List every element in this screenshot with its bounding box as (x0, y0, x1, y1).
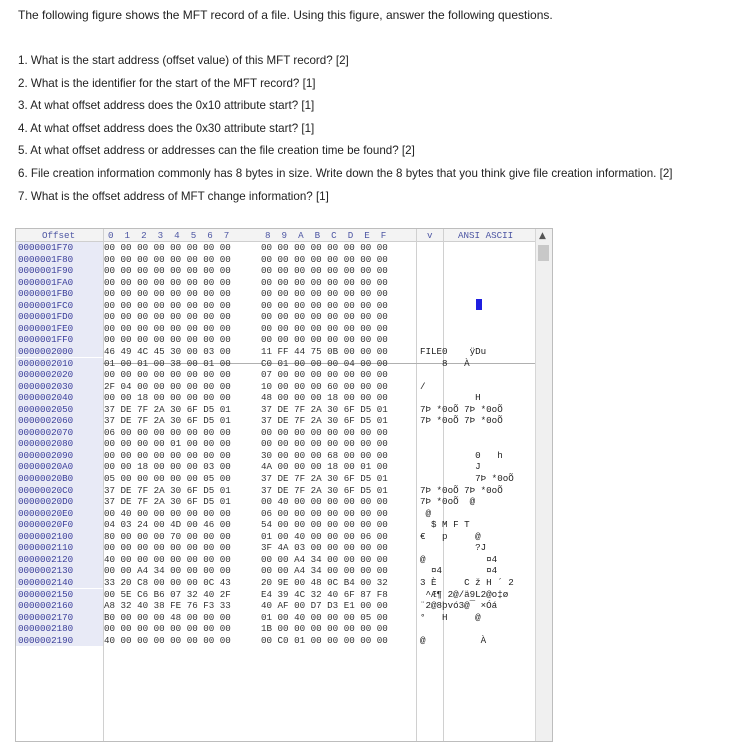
row-bytes: 1B 00 00 00 00 00 00 00 (261, 623, 388, 635)
row-bytes: 4A 00 00 00 18 00 01 00 (261, 461, 388, 473)
hex-row (16, 381, 536, 393)
question-item: 3. At what offset address does the 0x10 attribute start? [1] (18, 99, 315, 113)
row-offset: 0000002130 (16, 565, 103, 577)
row-bytes: 46 49 4C 45 30 00 03 00 (104, 345, 231, 357)
row-bytes: 54 00 00 00 00 00 00 00 (261, 519, 388, 531)
hex-row (16, 358, 536, 370)
scroll-thumb[interactable] (538, 245, 549, 261)
row-bytes: C0 01 00 00 00 04 00 00 (261, 357, 388, 369)
vertical-scrollbar[interactable] (535, 229, 552, 741)
question-item: 1. What is the start address (offset value) of this MFT record? [2] (18, 54, 349, 67)
question-list (18, 53, 673, 211)
row-offset: 0000001F90 (16, 265, 103, 277)
row-offset: 00000020B0 (16, 473, 103, 485)
row-bytes: 37 DE 7F 2A 30 6F D5 01 (104, 403, 231, 415)
row-offset: 0000002140 (16, 577, 103, 589)
row-bytes: 00 00 00 00 00 00 00 00 (261, 438, 388, 450)
row-bytes: 2F 04 00 00 00 00 00 00 (104, 380, 231, 392)
hex-row (16, 589, 536, 601)
row-bytes: 40 AF 00 D7 D3 E1 00 00 (261, 600, 388, 612)
row-bytes: 00 00 00 00 00 00 00 00 (261, 288, 388, 300)
hex-row (16, 311, 536, 323)
row-ascii: ^Æ¶ 2@/ä9L2@o‡ø (420, 588, 509, 600)
row-bytes: 05 00 00 00 00 00 05 00 (104, 473, 231, 484)
hex-row (16, 369, 536, 381)
row-bytes: 00 00 18 00 00 00 03 00 (104, 461, 231, 473)
row-bytes: 01 00 40 00 00 00 05 00 (261, 611, 388, 623)
row-bytes: 37 DE 7F 2A 30 6F D5 01 (261, 473, 388, 484)
hex-row (16, 635, 536, 647)
row-offset: 0000002020 (16, 369, 103, 381)
row-bytes: 00 00 00 00 00 00 00 00 (104, 299, 231, 311)
row-bytes: 37 DE 7F 2A 30 6F D5 01 (104, 484, 231, 496)
row-bytes: A8 32 40 38 FE 76 F3 33 (104, 600, 231, 612)
row-ascii: J (420, 461, 481, 473)
row-bytes: 40 00 00 00 00 00 00 00 (104, 553, 231, 565)
row-bytes: 07 00 00 00 00 00 00 00 (261, 369, 388, 381)
row-bytes: 00 00 00 00 00 00 00 00 (104, 288, 231, 300)
row-bytes: 00 00 00 00 00 00 00 00 (104, 449, 231, 461)
row-offset: 00000020F0 (16, 519, 103, 531)
hex-row (16, 531, 536, 543)
hex-row (16, 554, 536, 566)
row-offset: 00000020C0 (16, 485, 103, 497)
row-bytes: B0 00 00 00 48 00 00 00 (104, 611, 231, 623)
hex-row (16, 450, 536, 462)
scroll-up-icon[interactable]: ▲ (539, 231, 546, 241)
hex-row (16, 415, 536, 427)
hex-row (16, 323, 536, 335)
row-ascii: ?J (420, 542, 487, 554)
row-bytes: 00 00 00 00 00 00 00 00 (104, 276, 231, 288)
row-bytes: 10 00 00 00 60 00 00 00 (261, 380, 388, 392)
row-bytes: 48 00 00 00 18 00 00 00 (261, 392, 388, 404)
row-ascii: 7Þ *0oÕ 7Þ *0oÕ (420, 415, 503, 427)
hex-row (16, 242, 536, 254)
row-bytes: 37 DE 7F 2A 30 6F D5 01 (104, 415, 231, 427)
hex-row (16, 623, 536, 635)
row-bytes: 00 00 A4 34 00 00 00 00 (104, 565, 231, 577)
row-offset: 00000020A0 (16, 461, 103, 473)
column-header-low: 0 1 2 3 4 5 6 7 (108, 230, 230, 241)
row-bytes: 00 00 00 00 00 00 00 00 (104, 369, 231, 381)
hex-row (16, 565, 536, 577)
hex-row (16, 577, 536, 589)
row-bytes: 00 00 A4 34 00 00 00 00 (261, 565, 388, 577)
row-bytes: 37 DE 7F 2A 30 6F D5 01 (261, 484, 388, 496)
question-item: 2. What is the identifier for the start of the MFT record? [1] (18, 76, 316, 90)
row-offset: 0000001FB0 (16, 288, 103, 300)
row-bytes: 00 00 00 00 00 00 00 00 (261, 426, 388, 438)
row-ascii: 3 È C ž H ´ 2 (420, 576, 514, 588)
row-bytes: 00 00 00 00 00 00 00 00 (104, 242, 231, 253)
row-offset: 0000002160 (16, 600, 103, 612)
row-bytes: E4 39 4C 32 40 6F 87 F8 (261, 588, 388, 600)
row-offset: 0000001FA0 (16, 277, 103, 289)
row-ascii: 7Þ *0oÕ (420, 473, 514, 484)
row-ascii: H (420, 392, 481, 404)
row-bytes: 00 00 00 00 00 00 00 00 (104, 322, 231, 334)
row-bytes: 01 00 40 00 00 00 06 00 (261, 530, 388, 542)
row-offset: 00000020D0 (16, 496, 103, 508)
row-bytes: 37 DE 7F 2A 30 6F D5 01 (104, 496, 231, 508)
row-bytes: 01 00 01 00 38 00 01 00 (104, 357, 231, 369)
row-offset: 0000002080 (16, 438, 103, 450)
row-offset: 0000002100 (16, 531, 103, 543)
row-offset: 0000002070 (16, 427, 103, 439)
row-bytes: 00 00 00 00 01 00 00 00 (104, 438, 231, 450)
row-offset: 0000002060 (16, 415, 103, 427)
row-bytes: 00 00 00 00 00 00 00 00 (261, 334, 388, 346)
row-bytes: 37 DE 7F 2A 30 6F D5 01 (261, 403, 388, 415)
row-offset: 0000001FE0 (16, 323, 103, 335)
row-bytes: 00 00 00 00 00 00 00 00 (261, 299, 388, 311)
row-offset: 0000002150 (16, 589, 103, 601)
hex-row (16, 496, 536, 508)
row-bytes: 00 00 00 00 00 00 00 00 (104, 311, 231, 323)
row-bytes: 00 5E C6 B6 07 32 40 2F (104, 588, 231, 600)
row-bytes: 00 00 00 00 00 00 00 00 (104, 334, 231, 346)
row-bytes: 00 40 00 00 00 00 00 00 (104, 507, 231, 519)
row-bytes: 30 00 00 00 68 00 00 00 (261, 449, 388, 461)
row-bytes: 06 00 00 00 00 00 00 00 (104, 426, 231, 438)
row-bytes: 00 00 00 00 00 00 00 00 (261, 276, 388, 288)
row-bytes: 00 C0 01 00 00 00 00 00 (261, 634, 388, 646)
row-bytes: 00 00 00 00 00 00 00 00 (104, 623, 231, 635)
hex-row (16, 461, 536, 473)
hex-row (16, 392, 536, 404)
row-ascii: 7Þ *0oÕ @ (420, 496, 476, 508)
row-offset: 0000001F70 (16, 242, 103, 254)
row-ascii: € p @ (420, 530, 481, 542)
row-ascii: $ M F T (420, 519, 470, 531)
row-offset: 0000001F80 (16, 254, 103, 266)
row-bytes: 00 00 00 00 00 00 00 00 (104, 542, 231, 554)
row-bytes: 00 00 00 00 00 00 00 00 (104, 253, 231, 265)
hex-header (16, 229, 552, 242)
row-bytes: 00 00 A4 34 00 00 00 00 (261, 553, 388, 565)
row-bytes: 00 00 00 00 00 00 00 00 (261, 311, 388, 323)
row-bytes: 06 00 00 00 00 00 00 00 (261, 507, 388, 519)
row-bytes: 20 9E 00 48 0C B4 00 32 (261, 576, 388, 588)
row-ascii: @ (420, 507, 432, 519)
hex-row (16, 300, 536, 312)
row-offset: 0000002010 (16, 358, 103, 370)
v-header: v (427, 230, 433, 241)
hex-row (16, 600, 536, 612)
row-bytes: 11 FF 44 75 0B 00 00 00 (261, 345, 388, 357)
row-bytes: 00 00 00 00 00 00 00 00 (261, 242, 388, 253)
row-bytes: 00 00 00 00 00 00 00 00 (261, 265, 388, 277)
hex-row (16, 542, 536, 554)
row-ascii: ° H @ (420, 611, 481, 623)
hex-row (16, 334, 536, 346)
row-offset: 0000002190 (16, 635, 103, 647)
row-bytes: 00 00 00 00 00 00 00 00 (104, 265, 231, 277)
row-bytes: 80 00 00 00 70 00 00 00 (104, 530, 231, 542)
row-offset: 0000002170 (16, 612, 103, 624)
question-item: 6. File creation information commonly has 8 bytes in size. Write down the 8 bytes that you think give file creation information. [2] (18, 166, 673, 180)
hex-row (16, 346, 536, 358)
hex-row (16, 612, 536, 624)
row-offset: 0000002000 (16, 346, 103, 358)
row-offset: 0000001FD0 (16, 311, 103, 323)
row-offset: 00000020E0 (16, 508, 103, 520)
row-offset: 0000002110 (16, 542, 103, 554)
hex-row (16, 404, 536, 416)
row-offset: 0000002040 (16, 392, 103, 404)
row-ascii: 8 À (420, 357, 470, 369)
hex-row (16, 473, 536, 485)
row-ascii: FILE0 ÿDu (420, 345, 487, 357)
row-ascii: @ À (420, 634, 487, 646)
hex-editor (15, 228, 553, 742)
row-offset: 0000001FF0 (16, 334, 103, 346)
row-ascii: / (420, 380, 426, 392)
row-bytes: 00 00 18 00 00 00 00 00 (104, 392, 231, 404)
row-bytes: 3F 4A 03 00 00 00 00 00 (261, 542, 388, 554)
row-bytes: 37 DE 7F 2A 30 6F D5 01 (261, 415, 388, 427)
row-offset: 0000001FC0 (16, 300, 103, 312)
row-ascii: 0 h (420, 449, 503, 461)
hex-row (16, 288, 536, 300)
row-ascii: ¨2@8þvó3@¯ ×Óá (420, 600, 498, 612)
row-bytes: 40 00 00 00 00 00 00 00 (104, 634, 231, 646)
question-item: 4. At what offset address does the 0x30 attribute start? [1] (18, 121, 315, 135)
row-ascii: @ ¤4 (420, 553, 498, 565)
hex-row (16, 427, 536, 439)
row-bytes: 04 03 24 00 4D 00 46 00 (104, 519, 231, 531)
hex-row (16, 277, 536, 289)
row-bytes: 33 20 C8 00 00 00 0C 43 (104, 576, 231, 588)
hex-row (16, 519, 536, 531)
question-item: 5. At what offset address or addresses can the file creation time be found? [2] (18, 144, 415, 158)
hex-row (16, 265, 536, 277)
row-offset: 0000002030 (16, 381, 103, 393)
intro-text: The following figure shows the MFT record of a file. Using this figure, answer the following questions. (18, 8, 553, 22)
row-bytes: 00 40 00 00 00 00 00 00 (261, 496, 388, 508)
hex-row (16, 438, 536, 450)
row-ascii: ¤4 ¤4 (420, 565, 498, 577)
hex-row (16, 254, 536, 266)
column-header-high: 8 9 A B C D E F (265, 230, 387, 241)
row-offset: 0000002050 (16, 404, 103, 416)
row-ascii: 7Þ *0oÕ 7Þ *0oÕ (420, 403, 503, 415)
offset-header: Offset (42, 230, 76, 241)
hex-row (16, 485, 536, 497)
row-offset: 0000002090 (16, 450, 103, 462)
row-bytes: 00 00 00 00 00 00 00 00 (261, 322, 388, 334)
row-offset: 0000002120 (16, 554, 103, 566)
row-bytes: 00 00 00 00 00 00 00 00 (261, 253, 388, 265)
ascii-header: ANSI ASCII (458, 230, 514, 241)
hex-row (16, 508, 536, 520)
question-item: 7. What is the offset address of MFT change information? [1] (18, 189, 329, 203)
row-ascii: 7Þ *0oÕ 7Þ *0oÕ (420, 484, 503, 496)
row-offset: 0000002180 (16, 623, 103, 635)
